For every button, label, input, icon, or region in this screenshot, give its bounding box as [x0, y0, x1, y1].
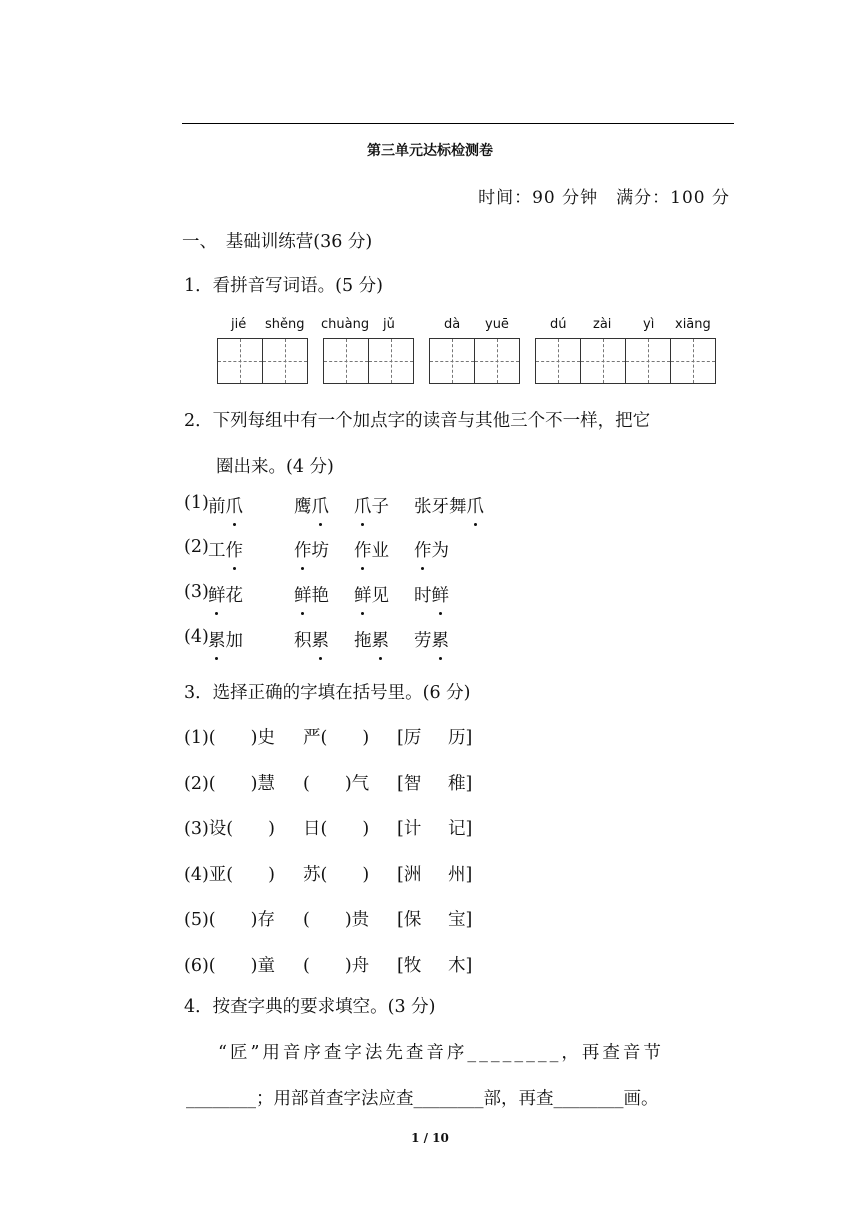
q2-row [184, 537, 449, 561]
q2-word-option[interactable] [208, 582, 243, 607]
q2-word-option[interactable] [294, 582, 329, 607]
q1-prompt: 1．看拼音写词语。(5 分) [184, 276, 383, 296]
q2-word-option[interactable] [414, 493, 484, 518]
writing-grid[interactable] [429, 338, 520, 384]
q2-word-option[interactable] [414, 627, 449, 652]
q3-option: 历] [448, 728, 473, 748]
q2-word-option[interactable] [208, 537, 243, 562]
dotted-character: 累 [208, 627, 226, 652]
q2-row [184, 582, 449, 606]
q2-row-number: (3) [184, 582, 209, 602]
q2-word-option[interactable] [414, 582, 449, 607]
q3-blank-a[interactable]: (3)设( ) [184, 819, 275, 839]
q2-word-option[interactable] [294, 537, 329, 562]
q3-option: 稚] [448, 774, 473, 794]
word-text: 加 [225, 631, 243, 651]
section-heading: 一、 基础训练营(36 分) [182, 232, 373, 252]
pinyin-label: dà [444, 317, 461, 332]
word-text: 鹰 [294, 497, 312, 517]
exam-meta: 时间：90 分钟 满分：100 分 [478, 188, 730, 208]
q3-blank-a[interactable]: (1)( )史 [184, 728, 275, 748]
pinyin-label: dú [550, 317, 567, 332]
pinyin-label: yì [643, 317, 655, 332]
q3-blank-a[interactable]: (2)( )慧 [184, 774, 275, 794]
dotted-character: 爪 [312, 493, 330, 518]
dotted-character: 作 [294, 537, 312, 562]
writing-grid[interactable] [323, 338, 414, 384]
q2-word-option[interactable] [208, 627, 243, 652]
q3-option: [保 [397, 910, 422, 930]
q3-option: 宝] [448, 910, 473, 930]
q2-word-option[interactable] [354, 537, 389, 562]
q4-line1: “匠”用音序查字法先查音序________，再查音节 [218, 1043, 664, 1063]
pinyin-label: xiāng [675, 317, 711, 332]
q4-prompt: 4．按查字典的要求填空。(3 分) [184, 997, 436, 1017]
dotted-character: 爪 [354, 493, 372, 518]
q2-word-option[interactable] [208, 493, 243, 518]
q3-option: [厉 [397, 728, 422, 748]
q3-blank-b[interactable]: 苏( ) [303, 865, 370, 885]
q2-row-number: (2) [184, 537, 209, 557]
q2-row [184, 493, 484, 517]
q3-prompt: 3．选择正确的字填在括号里。(6 分) [184, 683, 471, 703]
word-text: 张牙舞 [414, 497, 467, 517]
q3-option: 州] [448, 865, 473, 885]
word-text: 艳 [311, 586, 329, 606]
dotted-character: 鲜 [354, 582, 372, 607]
dotted-character: 爪 [467, 493, 485, 518]
header-rule [182, 123, 734, 124]
q3-option: [洲 [397, 865, 422, 885]
q3-option: [智 [397, 774, 422, 794]
word-text: 拖 [354, 631, 372, 651]
pinyin-label: yuē [485, 317, 509, 332]
page-number: 1 / 10 [411, 1131, 449, 1145]
pinyin-label: shěng [265, 317, 305, 332]
dotted-character: 累 [312, 627, 330, 652]
word-text: 前 [208, 497, 226, 517]
dotted-character: 鲜 [208, 582, 226, 607]
q2-row [184, 627, 449, 651]
writing-grid[interactable] [217, 338, 308, 384]
q3-blank-b[interactable]: ( )舟 [303, 956, 370, 976]
dotted-character: 累 [432, 627, 450, 652]
dotted-character: 累 [372, 627, 390, 652]
q2-word-option[interactable] [414, 537, 449, 562]
dotted-character: 作 [226, 537, 244, 562]
pinyin-label: jié [231, 317, 247, 332]
q3-blank-b[interactable]: ( )贵 [303, 910, 370, 930]
dotted-character: 爪 [226, 493, 244, 518]
q2-prompt: 2．下列每组中有一个加点字的读音与其他三个不一样，把它 [184, 411, 651, 431]
word-text: 业 [371, 541, 389, 561]
q2-word-option[interactable] [354, 627, 389, 652]
word-text: 子 [371, 497, 389, 517]
q3-blank-b[interactable]: 严( ) [303, 728, 370, 748]
q3-option: 记] [448, 819, 473, 839]
page-title: 第三单元达标检测卷 [367, 143, 493, 159]
q3-option: 木] [448, 956, 473, 976]
q3-blank-a[interactable]: (5)( )存 [184, 910, 275, 930]
word-text: 工 [208, 541, 226, 561]
word-text: 劳 [414, 631, 432, 651]
q2-row-number: (4) [184, 627, 209, 647]
dotted-character: 作 [414, 537, 432, 562]
word-text: 为 [431, 541, 449, 561]
pinyin-label: chuàng [321, 317, 370, 332]
q3-blank-a[interactable]: (6)( )童 [184, 956, 275, 976]
pinyin-label: jǔ [383, 317, 395, 332]
writing-grid[interactable] [535, 338, 716, 384]
word-text: 见 [371, 586, 389, 606]
q3-blank-a[interactable]: (4)亚( ) [184, 865, 275, 885]
q2-word-option[interactable] [354, 493, 389, 518]
word-text: 时 [414, 586, 432, 606]
q2-prompt-cont: 圈出来。(4 分) [216, 457, 334, 477]
dotted-character: 鲜 [432, 582, 450, 607]
word-text: 积 [294, 631, 312, 651]
dotted-character: 作 [354, 537, 372, 562]
q2-word-option[interactable] [294, 493, 329, 518]
word-text: 花 [225, 586, 243, 606]
q2-word-option[interactable] [354, 582, 389, 607]
q3-blank-b[interactable]: 日( ) [303, 819, 370, 839]
q2-row-number: (1) [184, 493, 209, 513]
word-text: 坊 [311, 541, 329, 561]
q3-blank-b[interactable]: ( )气 [303, 774, 370, 794]
q3-option: [牧 [397, 956, 422, 976]
q4-line2: ________；用部首查字法应查________部，再查________画。 [186, 1089, 659, 1109]
q2-word-option[interactable] [294, 627, 329, 652]
q3-option: [计 [397, 819, 422, 839]
pinyin-label: zài [593, 317, 612, 332]
dotted-character: 鲜 [294, 582, 312, 607]
